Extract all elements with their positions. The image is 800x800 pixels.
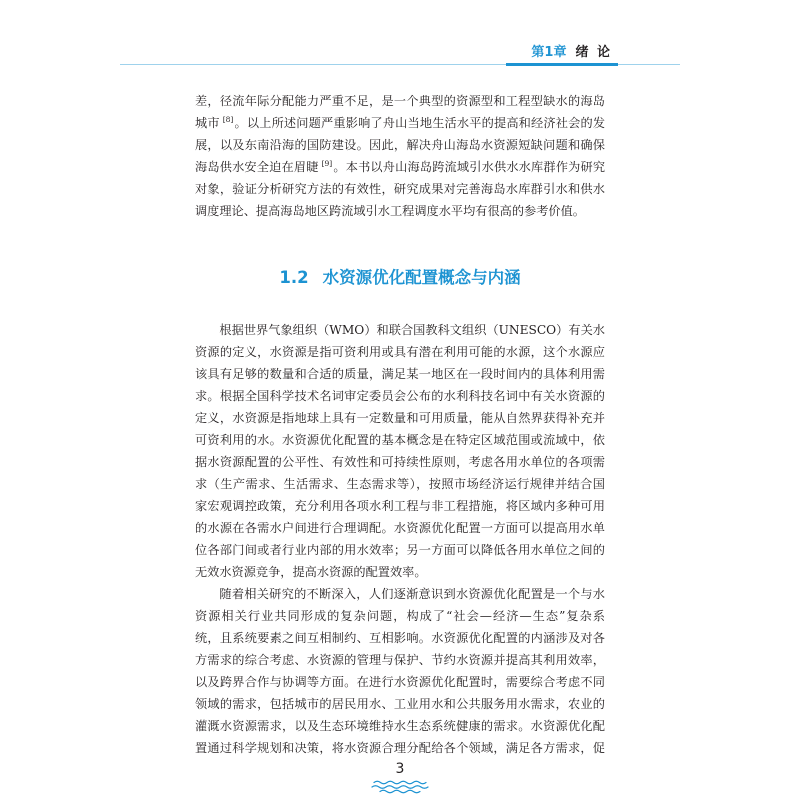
header-accent-bar bbox=[506, 63, 618, 66]
page-number: 3 bbox=[395, 761, 405, 777]
text-line: 对象，验证分析研究方法的有效性，研究成果对完善海岛水库群引水和供水 bbox=[195, 182, 605, 196]
section-title: 水资源优化配置概念与内涵 bbox=[322, 268, 521, 287]
text-line: 定义，水资源是指地球上具有一定数量和可用质量，能从自然界获得补充并 bbox=[195, 411, 605, 425]
text-segment: 。以上所述问题严重影响了舟山当地生活水平的提高和经济社会的发 bbox=[234, 116, 605, 130]
text-line: 位各部门间或者行业内部的用水效率；另一方面可以降低各用水单位之间的 bbox=[195, 543, 605, 557]
section-number: 1.2 bbox=[279, 268, 309, 287]
text-line: 可资利用的水。水资源优化配置的基本概念是在特定区域范围或流域中，依 bbox=[195, 433, 605, 447]
text-line: 据水资源配置的公平性、有效性和可持续性原则，考虑各用水单位的各项需 bbox=[195, 455, 605, 469]
citation-ref: [8] bbox=[222, 114, 234, 124]
text-line: 调度理论、提高海岛地区跨流域引水工程调度水平均有很高的参考价值。 bbox=[195, 204, 585, 218]
paragraph bbox=[195, 319, 605, 583]
text-segment: 海岛供水安全迫在眉睫 bbox=[195, 160, 319, 174]
text-line: 求。根据全国科学技术名词审定委员会公布的水利科技名词中有关水资源的 bbox=[195, 389, 605, 403]
text-segment: 城市 bbox=[195, 116, 220, 130]
paragraph bbox=[195, 583, 605, 759]
text-line: 的水源在各需水户间进行合理调配。水资源优化配置一方面可以提高用水单 bbox=[195, 521, 605, 535]
chapter-number: 第1章 bbox=[531, 45, 567, 60]
wave-ornament-icon bbox=[370, 779, 430, 794]
running-header bbox=[480, 45, 612, 61]
text-line: 统，且系统要素之间互相制约、互相影响。水资源优化配置的内涵涉及对各 bbox=[195, 631, 605, 645]
text-line: 方需求的综合考虑、水资源的管理与保护、节约水资源并提高其利用效率， bbox=[195, 653, 605, 667]
text-line: 随着相关研究的不断深入，人们逐渐意识到水资源优化配置是一个与水 bbox=[219, 587, 605, 601]
text-line: 求（生产需求、生活需求、生态需求等），按照市场经济运行规律并结合国 bbox=[195, 477, 605, 491]
paragraph bbox=[195, 90, 605, 222]
text-line: 展，以及东南沿海的国防建设。因此，解决舟山海岛水资源短缺问题和确保 bbox=[195, 138, 605, 152]
text-line bbox=[195, 112, 605, 134]
section-heading bbox=[0, 266, 800, 290]
text-line: 根据世界气象组织（WMO）和联合国教科文组织（UNESCO）有关水 bbox=[219, 323, 605, 337]
text-line: 以及跨界合作与协调等方面。在进行水资源优化配置时，需要综合考虑不同 bbox=[195, 675, 605, 689]
text-line: 灌溉水资源需求，以及生态环境维持水生态系统健康的需求。水资源优化配 bbox=[195, 719, 605, 733]
text-line: 资源的定义，水资源是指可资利用或具有潜在利用可能的水源，这个水源应 bbox=[195, 345, 605, 359]
text-line: 家宏观调控政策，充分利用各项水利工程与非工程措施，将区域内多种可用 bbox=[195, 499, 605, 513]
text-line: 领域的需求，包括城市的居民用水、工业用水和公共服务用水需求，农业的 bbox=[195, 697, 605, 711]
text-line: 置通过科学规划和决策，将水资源合理分配给各个领域，满足各方需求，促 bbox=[195, 741, 605, 755]
text-line: 无效水资源竞争，提高水资源的配置效率。 bbox=[195, 565, 427, 579]
text-line bbox=[195, 156, 605, 178]
text-line: 差，径流年际分配能力严重不足，是一个典型的资源型和工程型缺水的海岛 bbox=[195, 94, 605, 108]
text-segment: 。本书以舟山海岛跨流域引水供水水库群作为研究 bbox=[333, 160, 605, 174]
citation-ref: [9] bbox=[321, 158, 333, 168]
chapter-title: 绪 论 bbox=[575, 45, 612, 60]
text-line: 该具有足够的数量和合适的质量，满足某一地区在一段时间内的具体利用需 bbox=[195, 367, 605, 381]
text-line: 资源相关行业共同形成的复杂问题，构成了“社会—经济—生态”复杂系 bbox=[195, 609, 605, 623]
